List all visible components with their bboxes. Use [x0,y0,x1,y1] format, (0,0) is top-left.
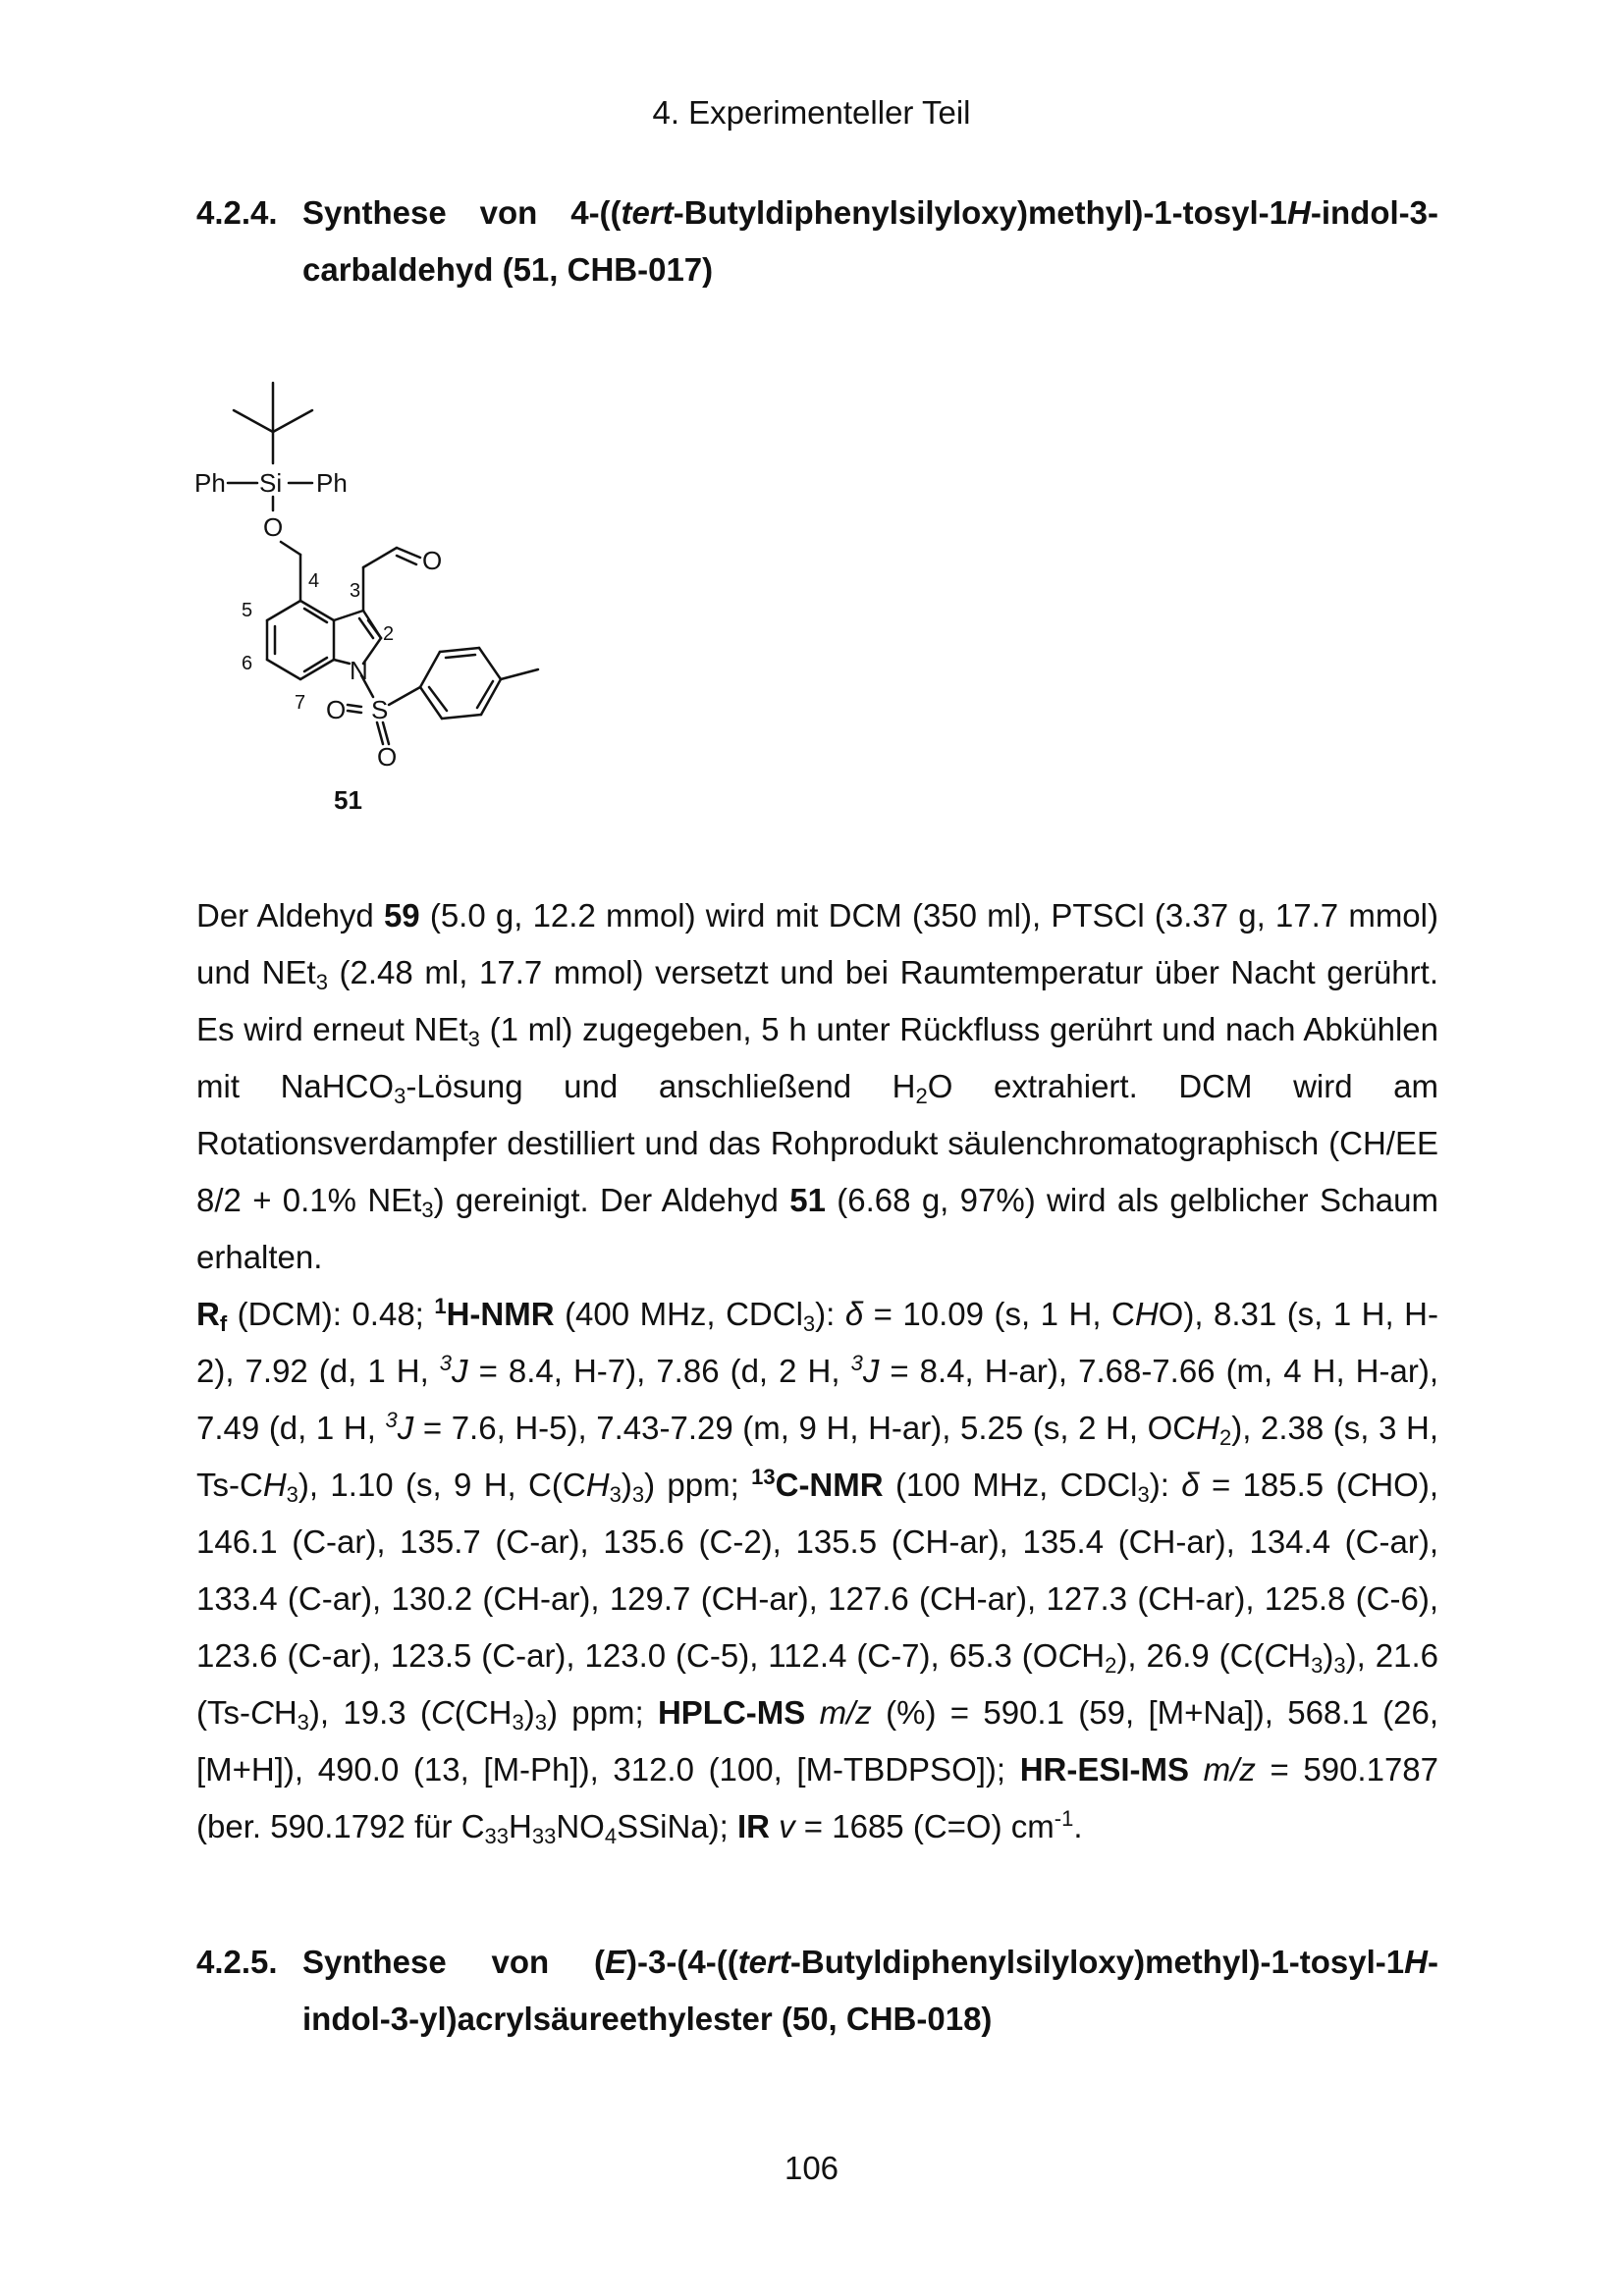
o-aldehyde-label: O [422,546,443,575]
section-heading-4-2-5 [196,1934,1438,2048]
page-number: 106 [784,2150,839,2186]
s-o-bond [377,722,383,744]
tolyl-double-bond [477,681,493,708]
pos-2-label: 2 [383,623,395,645]
pos-3-label: 3 [350,580,361,602]
s-o-double-bond [348,711,361,713]
ring-bond [334,660,350,664]
tolyl-bond [442,715,481,719]
synthesis-procedure-paragraph: Der Aldehyd 59 (5.0 g, 12.2 mmol) wird mit DCM (350 ml), PTSCl (3.37 g, 17.7 mmol) und NEt$_3$ (2.48 ml, 17.7 mmol) versetzt und bei Raumtemperatur über Nacht gerührt. Es wird erneut NEt$_3$ (1 ml) zugegeben, 5 h unter Rückfluss gerührt und nach Abkühlen mit NaHCO$_3$-Lösung und anschließend $H_2O$ extrahiert. DCM wird am Rotationsverdampfer destilliert und das Rohprodukt säulenchromatographisch (CH/EE 8/2 + 0.1% NEt$_3$) gereinigt. Der Aldehyd 51 (6.68 g, 97%) wird als gelblicher Schaum erhalten. [196,897,1439,1275]
ph-right-label: Ph [316,468,348,498]
si-label: Si [259,468,283,498]
pos-7-label: 7 [295,692,306,714]
page-header: 4. Experimenteller Teil [652,94,971,131]
tbu-bond [273,410,312,432]
tolyl-bond [479,648,501,679]
o-ch2-bond [281,542,300,555]
ring-bond [267,660,300,679]
section-number: 4.2.5. [196,1944,278,1980]
s-label: S [371,695,389,724]
s-aryl-bond [389,687,420,705]
s-o-bond [348,705,361,707]
o-s2-label: O [377,742,398,772]
s-o-double-bond [383,722,389,744]
analytical-data-paragraph: $R_f$ (DCM): 0.48; $^1$H-NMR (400 MHz, CDCl$_3$): δ = 10.09 (s, 1 H, CHO), 8.31 (s, 1 H, H-2), 7.92 (d, 1 H, $^3$J = 8.4, H-7), 7.86 (d, 2 H, $^3$J = 8.4, H-ar), 7.68-7.66 (m, 4 H, H-ar), 7.49 (d, 1 H, $^3$J = 7.6, H-5), 7.43-7.29 (m, 9 H, H-ar), 5.25 (s, 2 H, $OCH_2$), 2.38 (s, 3 H, $Ts-CH_3$), 1.10 (s, 9 H, $C(CH_3)_3$) ppm; $^{13}$C-NMR (100 MHz, CDCl$_3$): δ = 185.5 (CHO), 146.1 (C-ar), 135.7 (C-ar), 135.6 (C-2), 135.5 (CH-ar), 135.4 (CH-ar), 134.4 (C-ar), 133.4 (C-ar), 130.2 (CH-ar), 129.7 (CH-ar), 127.6 (CH-ar), 127.3 (CH-ar), 125.8 (C-6), 123.6 (C-ar), 123.5 (C-ar), 123.0 (C-5), 112.4 (C-7), 65.3 $(OCH_2)$, 26.9 $(C(CH_3)_3)$, 21.6 $(Ts-CH_3)$, 19.3 $(C(CH_3)_3)$ ppm; HPLC-MS m/z (%) = 590.1 (59, [M+Na]), 568.1 (26, [M+H]), 490.0 (13, [M-Ph]), 312.0 (100, [M-TBDPSO]); HR-ESI-MS m/z = 590.1787 (ber. 590.1792 für $C_{33}H_{33}NO_4SSiNa$); IR v = 1685 (C=O) $cm^{-1}$. [196,1294,1439,1848]
pos-5-label: 5 [242,600,253,621]
compound-number-label: 51 [334,785,362,815]
tolyl-bond [440,648,479,652]
pos-6-label: 6 [242,653,253,674]
tolyl-bond [420,687,442,719]
section-title: Synthese von (E)-3-(4-((tert-Butyldiphenylsilyloxy)methyl)-1-tosyl-1H-indol-3-yl)acrylsäureethylester (50, CHB-018) [302,1944,1438,2037]
o-s1-label: O [326,695,347,724]
n-label: N [350,656,368,685]
methyl-bond [501,669,538,679]
cho-bond [363,548,397,567]
tolyl-double-bond [429,687,447,711]
c-o-double-bond [397,556,416,564]
tbu-bond [234,410,273,432]
tolyl-double-bond [446,655,475,658]
pos-4-label: 4 [308,570,320,592]
ring-bond [267,601,300,620]
section-title: Synthese von 4-((tert-Butyldiphenylsilyloxy)methyl)-1-tosyl-1H-indol-3-carbaldehyd (51, CHB-017) [302,194,1438,288]
chemical-structure-51 [187,373,619,825]
section-heading-4-2-4 [196,185,1438,298]
ph-left-label: Ph [194,468,226,498]
o-ether-label: O [263,512,284,542]
tolyl-bond [420,652,440,687]
section-number: 4.2.4. [196,194,278,231]
